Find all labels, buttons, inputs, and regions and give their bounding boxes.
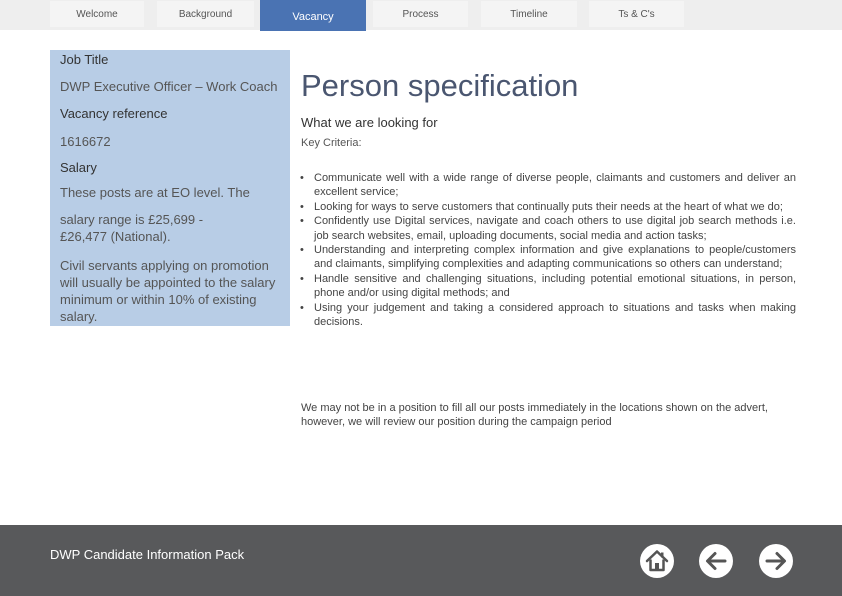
- footer-bar: [0, 525, 842, 596]
- criteria-item: [300, 171, 796, 200]
- page-title: Person specification: [301, 68, 579, 103]
- promotion-note: Civil servants applying on promotion will usually be appointed to the salary minimum or within 10% of existing salary.: [60, 258, 276, 324]
- vacancy-reference-value: 1616672: [60, 134, 111, 149]
- tab-background[interactable]: Background: [157, 1, 254, 27]
- key-criteria-list: [300, 171, 796, 329]
- footer-title: DWP Candidate Information Pack: [50, 547, 245, 562]
- next-button[interactable]: [759, 544, 793, 578]
- criteria-item: [300, 272, 796, 301]
- bullet-icon: •: [300, 244, 304, 257]
- criteria-item: [300, 301, 796, 330]
- criteria-item: [300, 214, 796, 243]
- campaign-note: We may not be in a position to fill all our posts immediately in the locations shown on the advert, however, we will review our position during the campaign period: [301, 402, 768, 429]
- arrow-right-icon: [763, 548, 789, 574]
- top-nav-bar: [0, 0, 842, 30]
- criteria-text: Confidently use Digital services, navigate and coach others to use digital job search methods i.e. job search websites, email, uploading documents, social media and action tasks;: [314, 215, 796, 242]
- bullet-icon: •: [300, 301, 304, 314]
- tab-timeline[interactable]: Timeline: [481, 1, 577, 27]
- criteria-text: Handle sensitive and challenging situations, including potential emotional situations, in person, phone and/or using digital methods; and: [314, 272, 796, 300]
- key-criteria-label: Key Criteria:: [301, 137, 362, 149]
- previous-button[interactable]: [699, 544, 733, 578]
- bullet-icon: •: [300, 172, 304, 184]
- bullet-icon: •: [300, 272, 304, 285]
- salary-heading: Salary: [60, 160, 97, 175]
- tab-process[interactable]: Process: [373, 1, 468, 27]
- job-info-sidebar: [50, 50, 290, 326]
- tab-ts-and-cs[interactable]: Ts & C's: [589, 1, 684, 27]
- bullet-icon: •: [300, 215, 304, 228]
- criteria-item: [300, 243, 796, 272]
- salary-level-text: These posts are at EO level. The: [60, 185, 250, 200]
- bullet-icon: •: [300, 200, 304, 213]
- criteria-text: Looking for ways to serve customers that continually puts their needs at the heart of what we do;: [314, 200, 783, 213]
- tab-welcome[interactable]: Welcome: [50, 1, 144, 27]
- home-button[interactable]: [640, 544, 674, 578]
- section-subtitle: What we are looking for: [301, 115, 438, 130]
- criteria-item: [300, 200, 796, 214]
- job-title-value: DWP Executive Officer – Work Coach: [60, 79, 278, 94]
- criteria-text: Using your judgement and taking a considered approach to situations and tasks when making decisions.: [314, 301, 796, 329]
- job-title-heading: Job Title: [60, 52, 109, 67]
- home-icon: [644, 548, 670, 574]
- vacancy-reference-heading: Vacancy reference: [60, 106, 168, 121]
- criteria-text: Communicate well with a wide range of diverse people, claimants and customers and deliver an excellent service;: [314, 172, 796, 199]
- salary-range-text: salary range is £25,699 - £26,477 (National).: [60, 212, 204, 244]
- tab-vacancy[interactable]: Vacancy: [260, 0, 366, 31]
- arrow-left-icon: [703, 548, 729, 574]
- criteria-text: Understanding and interpreting complex information and give explanations to people/customers and claimants, simplifying complexities and adapting communications so others can understand;: [314, 244, 796, 271]
